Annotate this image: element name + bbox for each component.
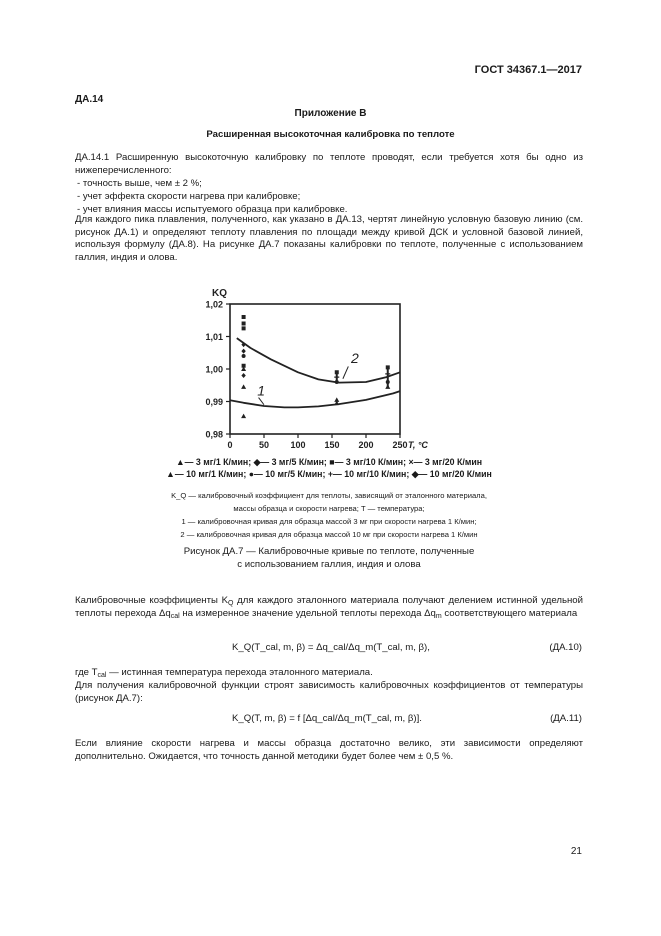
data-point xyxy=(386,365,390,369)
subscript: cal xyxy=(97,672,107,679)
text-run: где T xyxy=(75,667,98,678)
section-number: ДА.14 xyxy=(75,94,104,105)
data-point xyxy=(241,373,245,378)
x-tick-label: 200 xyxy=(358,440,374,450)
paragraph-final: Если влияние скорости нагрева и массы образца достаточно велико, эти зависимости определяют дополнительно. Ожидается, что точность данной методики будет более чем ± 0,5 %. xyxy=(75,738,583,762)
intro-paragraph xyxy=(75,152,583,177)
plot-frame xyxy=(230,304,400,434)
figure-note: K_Q — калибровочный коэффициент для теплоты, зависящий от эталонного материала, xyxy=(171,491,487,500)
data-point xyxy=(335,380,339,384)
appendix-subtitle: Расширенная высокоточная калибровка по теплоте xyxy=(206,129,455,140)
text-run: соответствующего материала xyxy=(441,608,578,620)
y-tick-label: 0,98 xyxy=(205,429,223,440)
figure-note: 2 — калибровочная кривая для образца массой 10 мг при скорости нагрева 1 К/мин xyxy=(180,530,478,539)
data-point xyxy=(334,375,339,380)
bullet-item: - учет влияния массы испытуемого образца при калибровке. xyxy=(77,204,348,215)
paragraph-2: Для каждого пика плавления, полученного, как указано в ДА.13, чертят линейную условную базовую линию (см. рисунок ДА.1) и определяют теплоту плавления по площади между кривой ДСК и условной базовой линией, используя формулу (ДА.8). На рисунке ДА.7 показаны калибровки по теплоте, полученные с использованием галлия, индия и олова. xyxy=(75,214,583,263)
clause-number: ДА.14.1 xyxy=(75,152,110,163)
x-tick-label: 100 xyxy=(290,440,306,450)
subscript: Q xyxy=(228,600,234,607)
data-point xyxy=(385,384,390,389)
text-run: для каждого эталонного материала получают делением истинной удельной теплоты перехода Δq xyxy=(75,595,583,620)
calibration-curve-1 xyxy=(230,391,400,407)
figure-note: 1 — калибровочная кривая для образца массой 3 мг при скорости нагрева 1 К/мин; xyxy=(181,517,477,526)
data-point xyxy=(241,384,246,389)
figure-caption: Рисунок ДА.7 — Калибровочные кривые по теплоте, полученные xyxy=(183,546,475,557)
plot-area xyxy=(205,288,428,450)
text-run: — истинная температура перехода эталонного материала. xyxy=(106,667,373,678)
calibration-curve-2 xyxy=(237,338,400,383)
standard-designation: ГОСТ 34367.1—2017 xyxy=(474,64,582,76)
x-tick-label: 250 xyxy=(392,440,408,450)
calibration-chart xyxy=(148,276,428,456)
data-point xyxy=(241,414,246,419)
text-run: Калибровочные коэффициенты K xyxy=(75,595,228,606)
where-line xyxy=(75,667,583,680)
x-tick-label: 0 xyxy=(227,440,233,450)
x-axis-label: T, °C xyxy=(408,440,428,450)
data-point xyxy=(335,370,339,374)
data-point xyxy=(242,326,246,330)
equation-da10: K_Q(T_cal, m, β) = Δq_cal/Δq_m(T_cal, m, β), xyxy=(232,642,430,653)
data-point xyxy=(386,380,390,384)
legend-line: ▲— 3 мг/1 К/мин; ◆— 3 мг/5 К/мин; ■— 3 мг/10 К/мин; ×— 3 мг/20 К/мин xyxy=(175,457,483,467)
curve-label-leader xyxy=(343,366,348,378)
paragraph-function: Для получения калибровочной функции строят зависимость калибровочных коэффициентов от температуры (рисунок ДА.7): xyxy=(75,680,583,704)
data-point xyxy=(242,322,246,326)
appendix-title: Приложение В xyxy=(294,108,367,119)
y-tick-label: 1,02 xyxy=(205,299,223,310)
bullet-item: - точность выше, чем ± 2 %; xyxy=(77,178,202,189)
figure-caption: с использованием галлия, индия и олова xyxy=(237,559,421,570)
data-point xyxy=(242,354,246,358)
figure-note: массы образца и скорости нагрева; T — температура; xyxy=(233,504,425,513)
data-point xyxy=(241,349,245,354)
x-tick-label: 50 xyxy=(258,440,270,450)
subscript: cal xyxy=(170,613,180,621)
y-tick-label: 1,00 xyxy=(205,364,223,375)
equation-number: (ДА.11) xyxy=(550,713,582,724)
data-point xyxy=(242,315,246,319)
paragraph-kq xyxy=(75,595,583,621)
intro-text: Расширенную высокоточную калибровку по теплоте проводят, если требуется хотя бы одно из нижеперечисленного: xyxy=(75,152,583,176)
subscript: m xyxy=(435,613,442,621)
equation-da11: K_Q(T, m, β) = f [Δq_cal/Δq_m(T_cal, m, β)]. xyxy=(232,713,422,724)
text-run: на измеренное значение удельной теплоты перехода Δq xyxy=(179,608,436,620)
x-tick-label: 150 xyxy=(324,440,340,450)
legend-line: ▲— 10 мг/1 К/мин; ●— 10 мг/5 К/мин; +— 10 мг/10 К/мин; ◆— 10 мг/20 К/мин xyxy=(166,469,492,479)
curve-label: 2 xyxy=(351,350,359,367)
curve-label-leader xyxy=(259,398,264,405)
equation-number: (ДА.10) xyxy=(549,642,582,653)
y-tick-label: 0,99 xyxy=(205,397,223,407)
curve-label: 1 xyxy=(257,382,265,399)
y-tick-label: 1,01 xyxy=(205,332,223,342)
page-number: 21 xyxy=(570,846,582,857)
y-axis-label: KQ xyxy=(212,288,227,299)
bullet-item: - учет эффекта скорости нагрева при калибровке; xyxy=(77,191,301,202)
